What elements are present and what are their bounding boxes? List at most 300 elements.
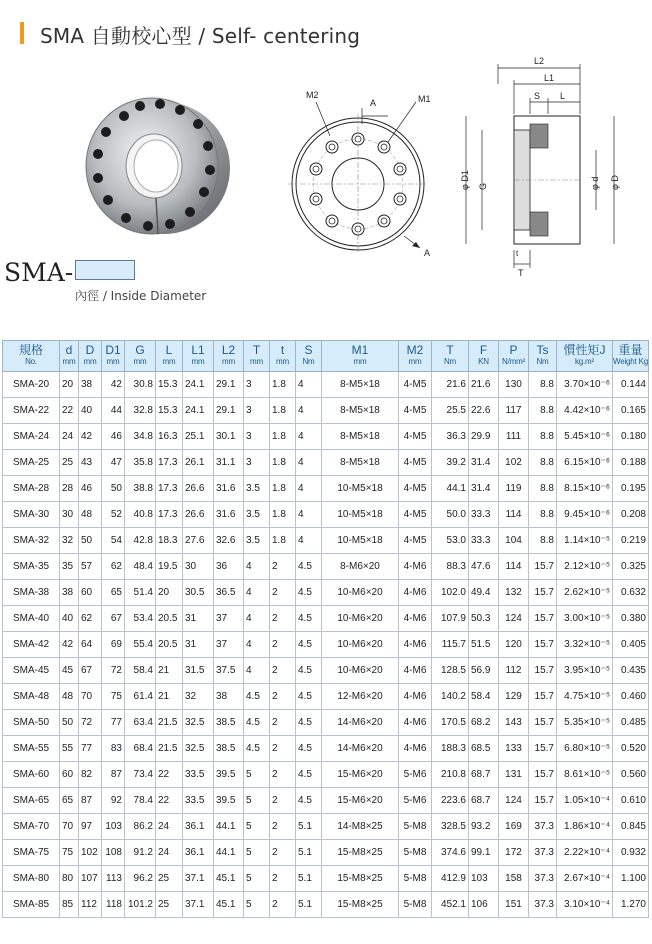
model-cell: SMA-22	[3, 398, 60, 424]
table-cell: 1.270	[613, 892, 649, 918]
table-cell: 4.5	[244, 710, 270, 736]
table-cell: 140.2	[432, 684, 469, 710]
table-cell: 14-M6×20	[322, 736, 399, 762]
table-cell: 18.3	[156, 528, 183, 554]
table-cell: 108	[102, 840, 125, 866]
table-cell: 33.3	[469, 528, 499, 554]
table-cell: 26.6	[183, 502, 214, 528]
table-cell: 4-M5	[399, 450, 432, 476]
column-header-symbol: L1	[191, 343, 205, 357]
table-cell: 65	[102, 580, 125, 606]
column-header	[613, 341, 649, 372]
table-cell: 50	[102, 476, 125, 502]
table-cell: 0.845	[613, 814, 649, 840]
table-cell: 35.8	[125, 450, 156, 476]
table-cell: 2	[270, 788, 296, 814]
table-cell: 25	[60, 450, 79, 476]
table-cell: 25.1	[183, 424, 214, 450]
table-cell: 8.8	[529, 372, 557, 398]
table-cell: 50.0	[432, 502, 469, 528]
table-cell: 3	[244, 450, 270, 476]
table-cell: 77	[102, 710, 125, 736]
table-cell: 48	[60, 684, 79, 710]
table-cell: 67	[79, 658, 102, 684]
column-header-symbol: M2	[406, 343, 424, 357]
table-cell: 172	[499, 840, 529, 866]
column-header-unit: mm	[162, 357, 176, 366]
table-cell: 38	[60, 580, 79, 606]
table-cell: 4	[296, 372, 322, 398]
model-cell: SMA-30	[3, 502, 60, 528]
column-header	[214, 341, 244, 372]
model-cell: SMA-25	[3, 450, 60, 476]
table-row	[3, 892, 649, 918]
model-cell: SMA-38	[3, 580, 60, 606]
table-cell: 3	[244, 424, 270, 450]
label-g: G	[478, 182, 488, 190]
table-cell: 1.14×10⁻⁵	[557, 528, 613, 554]
table-cell: 82	[79, 762, 102, 788]
table-cell: 42	[60, 632, 79, 658]
table-cell: 65	[60, 788, 79, 814]
column-header-symbol: F	[479, 343, 488, 357]
table-cell: 4	[296, 528, 322, 554]
column-header-unit: No.	[25, 357, 37, 366]
table-cell: 1.8	[270, 424, 296, 450]
table-row	[3, 736, 649, 762]
table-cell: 124	[499, 606, 529, 632]
table-cell: 6.80×10⁻⁵	[557, 736, 613, 762]
table-cell: 62	[79, 606, 102, 632]
table-cell: 21	[156, 658, 183, 684]
table-cell: 43	[79, 450, 102, 476]
table-cell: 2	[270, 632, 296, 658]
table-row	[3, 398, 649, 424]
table-cell: 8.8	[529, 424, 557, 450]
table-cell: 5.1	[296, 814, 322, 840]
column-header-symbol: M1	[351, 343, 369, 357]
column-header-unit: mm	[106, 357, 120, 366]
table-cell: 4.5	[296, 554, 322, 580]
table-cell: 4.75×10⁻⁵	[557, 684, 613, 710]
table-cell: 15.7	[529, 788, 557, 814]
table-cell: 4.5	[296, 736, 322, 762]
table-cell: 37	[214, 606, 244, 632]
table-cell: 4	[296, 502, 322, 528]
table-cell: 56.9	[469, 658, 499, 684]
column-header-unit: mm	[62, 357, 76, 366]
table-cell: 10-M5×18	[322, 476, 399, 502]
table-cell: 8-M6×20	[322, 554, 399, 580]
table-cell: 10-M6×20	[322, 632, 399, 658]
table-cell: 0.188	[613, 450, 649, 476]
table-cell: 0.208	[613, 502, 649, 528]
table-row	[3, 788, 649, 814]
table-row	[3, 866, 649, 892]
table-cell: 19.5	[156, 554, 183, 580]
table-cell: 2	[270, 814, 296, 840]
table-cell: 9.45×10⁻⁶	[557, 502, 613, 528]
table-cell: 452.1	[432, 892, 469, 918]
table-cell: 0.180	[613, 424, 649, 450]
column-header	[296, 341, 322, 372]
table-cell: 44.1	[214, 840, 244, 866]
table-cell: 0.219	[613, 528, 649, 554]
table-cell: 22	[156, 788, 183, 814]
table-cell: 37	[214, 632, 244, 658]
table-cell: 4	[296, 398, 322, 424]
table-cell: 8.8	[529, 528, 557, 554]
table-cell: 210.8	[432, 762, 469, 788]
table-cell: 10-M6×20	[322, 606, 399, 632]
column-header	[244, 341, 270, 372]
table-cell: 87	[79, 788, 102, 814]
table-cell: 8.61×10⁻⁵	[557, 762, 613, 788]
table-cell: 39.2	[432, 450, 469, 476]
table-cell: 46	[102, 424, 125, 450]
label-t: T	[518, 268, 524, 278]
table-cell: 53.0	[432, 528, 469, 554]
label-s: S	[534, 91, 541, 101]
table-cell: 4.5	[296, 710, 322, 736]
table-cell: 5-M8	[399, 892, 432, 918]
table-cell: 37.3	[529, 814, 557, 840]
table-row	[3, 450, 649, 476]
table-cell: 4	[296, 424, 322, 450]
column-header-unit: mm	[133, 357, 147, 366]
table-cell: 88.3	[432, 554, 469, 580]
table-cell: 69	[102, 632, 125, 658]
table-cell: 26.1	[183, 450, 214, 476]
table-cell: 0.610	[613, 788, 649, 814]
table-cell: 5-M8	[399, 840, 432, 866]
table-cell: 62	[102, 554, 125, 580]
table-cell: 42.8	[125, 528, 156, 554]
table-cell: 102	[79, 840, 102, 866]
table-cell: 0.485	[613, 710, 649, 736]
table-row	[3, 684, 649, 710]
table-cell: 5	[244, 866, 270, 892]
table-cell: 2.22×10⁻⁴	[557, 840, 613, 866]
table-cell: 103	[469, 866, 499, 892]
table-cell: 111	[499, 424, 529, 450]
table-cell: 143	[499, 710, 529, 736]
table-cell: 80	[60, 866, 79, 892]
table-cell: 83	[102, 736, 125, 762]
table-row	[3, 424, 649, 450]
table-cell: 131	[499, 762, 529, 788]
table-cell: 15.7	[529, 762, 557, 788]
label-t-small: t	[516, 249, 519, 258]
table-cell: 37.3	[529, 866, 557, 892]
column-header	[156, 341, 183, 372]
table-cell: 3.95×10⁻⁵	[557, 658, 613, 684]
table-cell: 45.1	[214, 892, 244, 918]
table-row	[3, 658, 649, 684]
table-cell: 60	[60, 762, 79, 788]
table-cell: 15.7	[529, 580, 557, 606]
table-cell: 4-M6	[399, 736, 432, 762]
table-cell: 39.5	[214, 788, 244, 814]
table-cell: 58.4	[469, 684, 499, 710]
column-header	[529, 341, 557, 372]
table-cell: 4-M5	[399, 372, 432, 398]
table-cell: 32.5	[183, 736, 214, 762]
table-cell: 40	[79, 398, 102, 424]
table-cell: 17.3	[156, 476, 183, 502]
table-cell: 30	[183, 554, 214, 580]
page-title: SMA 自動校心型 / Self- centering	[40, 24, 361, 48]
table-cell: 38	[79, 372, 102, 398]
column-header	[3, 341, 60, 372]
table-cell: 29.1	[214, 398, 244, 424]
table-cell: 4	[244, 580, 270, 606]
table-cell: 5	[244, 788, 270, 814]
table-cell: 107	[79, 866, 102, 892]
table-cell: 328.5	[432, 814, 469, 840]
table-cell: 42	[102, 372, 125, 398]
table-cell: 8.8	[529, 398, 557, 424]
title-accent-bar	[20, 22, 24, 44]
table-cell: 4	[244, 606, 270, 632]
table-cell: 42	[79, 424, 102, 450]
table-cell: 0.325	[613, 554, 649, 580]
table-cell: 3.5	[244, 528, 270, 554]
model-cell: SMA-20	[3, 372, 60, 398]
table-cell: 2	[270, 762, 296, 788]
model-cell: SMA-42	[3, 632, 60, 658]
table-cell: 104	[499, 528, 529, 554]
table-cell: 4-M6	[399, 632, 432, 658]
table-cell: 4-M6	[399, 554, 432, 580]
table-cell: 112	[79, 892, 102, 918]
table-cell: 31.4	[469, 476, 499, 502]
table-cell: 4.5	[296, 606, 322, 632]
inside-diameter-caption: 內徑 / Inside Diameter	[75, 289, 207, 303]
table-cell: 107.9	[432, 606, 469, 632]
label-a-top: A	[370, 98, 377, 108]
table-cell: 15.7	[529, 554, 557, 580]
table-cell: 21	[156, 684, 183, 710]
table-cell: 15.7	[529, 632, 557, 658]
table-cell: 54	[102, 528, 125, 554]
table-cell: 2	[270, 866, 296, 892]
table-cell: 70	[79, 684, 102, 710]
table-cell: 12-M6×20	[322, 684, 399, 710]
table-cell: 36.1	[183, 814, 214, 840]
table-cell: 2.12×10⁻⁵	[557, 554, 613, 580]
table-cell: 2	[270, 710, 296, 736]
column-header-symbol: 慣性矩J	[563, 343, 606, 357]
table-cell: 4.5	[296, 762, 322, 788]
table-cell: 3	[244, 398, 270, 424]
table-cell: 57	[79, 554, 102, 580]
column-header-symbol: G	[135, 343, 145, 357]
column-header-unit: mm	[222, 357, 235, 366]
table-cell: 2	[270, 840, 296, 866]
model-cell: SMA-50	[3, 710, 60, 736]
table-cell: 4-M6	[399, 684, 432, 710]
label-l: L	[560, 91, 566, 101]
table-cell: 15.7	[529, 606, 557, 632]
table-cell: 36	[214, 554, 244, 580]
inside-diameter-input[interactable]	[75, 260, 135, 280]
table-cell: 47	[102, 450, 125, 476]
table-cell: 40.8	[125, 502, 156, 528]
table-cell: 158	[499, 866, 529, 892]
table-cell: 4	[296, 476, 322, 502]
column-header	[499, 341, 529, 372]
column-header-unit: mm	[250, 357, 263, 366]
table-cell: 24	[156, 840, 183, 866]
table-cell: 35	[60, 554, 79, 580]
table-cell: 0.932	[613, 840, 649, 866]
column-header-unit: Nm	[536, 357, 549, 366]
table-cell: 77	[79, 736, 102, 762]
table-cell: 14-M8×25	[322, 814, 399, 840]
column-header	[322, 341, 399, 372]
table-cell: 1.8	[270, 476, 296, 502]
column-header	[102, 341, 125, 372]
table-cell: 25	[156, 892, 183, 918]
table-cell: 1.8	[270, 398, 296, 424]
table-cell: 68.7	[469, 788, 499, 814]
label-m2: M2	[306, 90, 319, 100]
table-cell: 17.3	[156, 502, 183, 528]
table-cell: 114	[499, 554, 529, 580]
table-cell: 31	[183, 632, 214, 658]
table-cell: 0.380	[613, 606, 649, 632]
table-cell: 6.15×10⁻⁶	[557, 450, 613, 476]
column-header-unit: Nm	[302, 357, 315, 366]
table-cell: 2	[270, 892, 296, 918]
column-header-symbol: L2	[221, 343, 236, 357]
order-code-prefix: SMA-	[4, 258, 74, 287]
table-cell: 103	[102, 814, 125, 840]
table-cell: 5	[244, 762, 270, 788]
table-cell: 8-M5×18	[322, 450, 399, 476]
table-cell: 24	[156, 814, 183, 840]
table-cell: 5-M6	[399, 788, 432, 814]
table-cell: 21.6	[469, 372, 499, 398]
table-cell: 67	[102, 606, 125, 632]
table-cell: 4.5	[296, 632, 322, 658]
table-cell: 8-M5×18	[322, 372, 399, 398]
column-header-symbol: d	[65, 343, 73, 357]
table-cell: 2.67×10⁻⁴	[557, 866, 613, 892]
table-cell: 87	[102, 762, 125, 788]
table-cell: 72	[79, 710, 102, 736]
table-cell: 15-M8×25	[322, 840, 399, 866]
table-cell: 20.5	[156, 606, 183, 632]
table-cell: 32.8	[125, 398, 156, 424]
table-cell: 1.8	[270, 372, 296, 398]
table-cell: 37.1	[183, 866, 214, 892]
table-cell: 28	[60, 476, 79, 502]
table-cell: 44.1	[214, 814, 244, 840]
model-cell: SMA-32	[3, 528, 60, 554]
table-row	[3, 762, 649, 788]
table-cell: 37.5	[214, 658, 244, 684]
table-row	[3, 372, 649, 398]
table-row	[3, 710, 649, 736]
table-cell: 2	[270, 580, 296, 606]
table-cell: 20	[156, 580, 183, 606]
table-cell: 16.3	[156, 424, 183, 450]
table-cell: 15.3	[156, 398, 183, 424]
table-cell: 48.4	[125, 554, 156, 580]
model-cell: SMA-60	[3, 762, 60, 788]
table-cell: 55.4	[125, 632, 156, 658]
spec-table	[2, 340, 649, 918]
table-cell: 0.520	[613, 736, 649, 762]
table-cell: 21.6	[432, 372, 469, 398]
table-cell: 15-M8×25	[322, 892, 399, 918]
column-header-unit: mm	[191, 357, 205, 366]
table-cell: 2	[270, 736, 296, 762]
table-cell: 91.2	[125, 840, 156, 866]
model-cell: SMA-48	[3, 684, 60, 710]
table-cell: 58.4	[125, 658, 156, 684]
front-view-drawing	[286, 88, 442, 260]
model-cell: SMA-65	[3, 788, 60, 814]
table-cell: 4.5	[244, 736, 270, 762]
table-cell: 223.6	[432, 788, 469, 814]
column-header	[469, 341, 499, 372]
column-header-unit: mm	[276, 357, 289, 366]
column-header-unit: kg.m²	[574, 357, 594, 366]
table-cell: 114	[499, 502, 529, 528]
table-cell: 115.7	[432, 632, 469, 658]
side-section-drawing	[456, 54, 636, 279]
column-header	[125, 341, 156, 372]
table-cell: 50	[79, 528, 102, 554]
table-cell: 2	[270, 658, 296, 684]
table-cell: 26.6	[183, 476, 214, 502]
table-cell: 4-M5	[399, 398, 432, 424]
table-cell: 4.5	[244, 684, 270, 710]
table-cell: 4.42×10⁻⁶	[557, 398, 613, 424]
table-row	[3, 528, 649, 554]
table-row	[3, 502, 649, 528]
table-cell: 130	[499, 372, 529, 398]
table-cell: 132	[499, 580, 529, 606]
table-cell: 4.5	[296, 788, 322, 814]
table-cell: 72	[102, 658, 125, 684]
table-row	[3, 632, 649, 658]
table-cell: 31.1	[214, 450, 244, 476]
table-cell: 0.560	[613, 762, 649, 788]
table-cell: 25	[156, 866, 183, 892]
column-header-symbol: 重量	[618, 343, 643, 357]
table-cell: 4	[244, 554, 270, 580]
table-cell: 0.460	[613, 684, 649, 710]
table-cell: 112	[499, 658, 529, 684]
table-cell: 4.5	[296, 684, 322, 710]
table-cell: 3.10×10⁻⁴	[557, 892, 613, 918]
table-cell: 3.00×10⁻⁵	[557, 606, 613, 632]
table-cell: 3	[244, 372, 270, 398]
table-cell: 97	[79, 814, 102, 840]
model-cell: SMA-55	[3, 736, 60, 762]
table-cell: 30.1	[214, 424, 244, 450]
table-cell: 1.8	[270, 528, 296, 554]
table-cell: 36.5	[214, 580, 244, 606]
model-cell: SMA-75	[3, 840, 60, 866]
column-header	[79, 341, 102, 372]
table-cell: 31.6	[214, 502, 244, 528]
table-cell: 30.5	[183, 580, 214, 606]
